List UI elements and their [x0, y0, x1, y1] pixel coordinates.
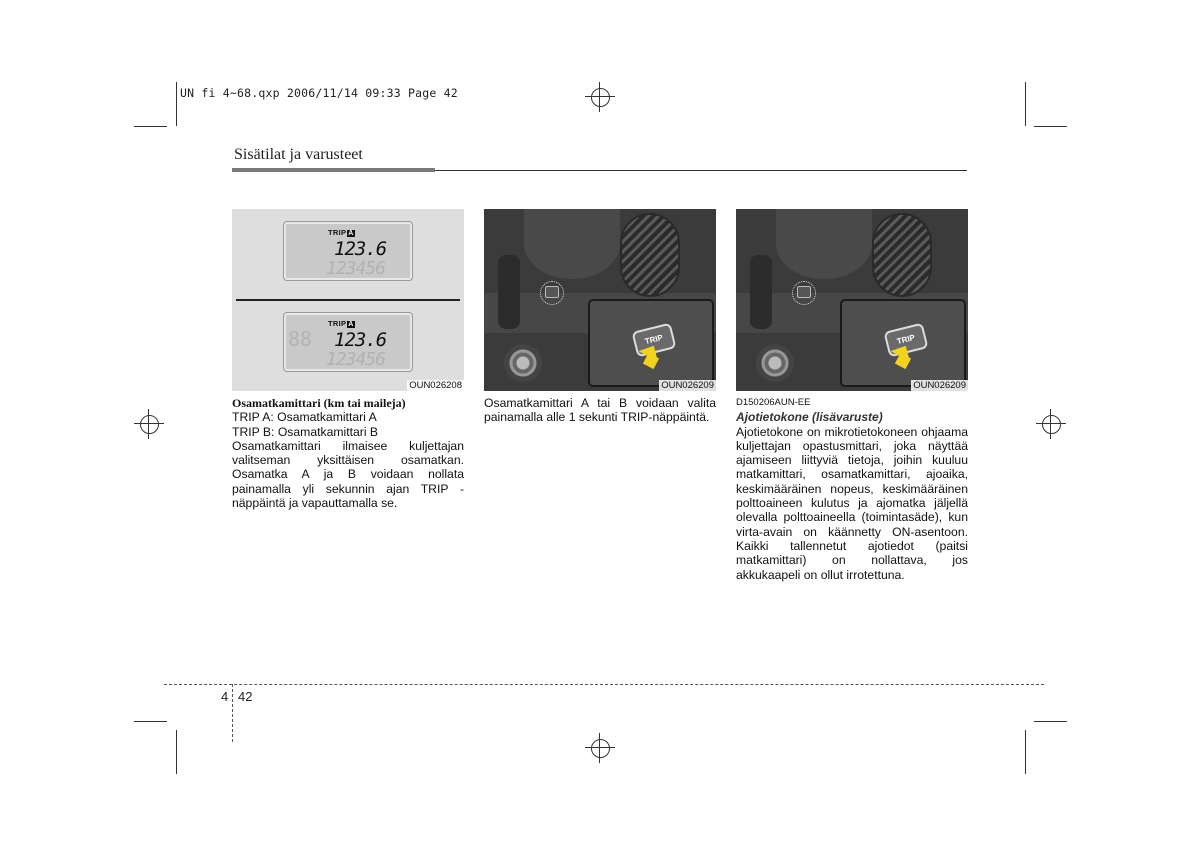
column-2-text	[484, 396, 716, 425]
trip-indicator: TRIP A	[328, 228, 354, 237]
odometer-ghost-digits: 123456	[326, 349, 386, 370]
trip-meter-paragraph: Osamatkamittari ilmaisee kuljettajan valitseman yksittäisen osamatkan. Osamatka A ja B voidaan nollata painamalla yli sekunnin ajan TRIP -näppäintä ja vapauttamalla se.	[232, 438, 464, 511]
zoom-inset	[840, 299, 966, 387]
section-rule-thin	[435, 170, 967, 171]
crop-mark	[176, 82, 177, 126]
crop-mark	[134, 721, 167, 722]
zoom-inset	[588, 299, 714, 387]
trip-select-paragraph: Osamatkamittari A tai B voidaan valita painamalla alle 1 sekunti TRIP-näppäintä.	[484, 396, 716, 425]
crop-mark	[1034, 126, 1067, 127]
trip-button-photo	[484, 209, 716, 391]
trip-button-icon: TRIP	[631, 323, 676, 358]
instrument-cluster	[524, 209, 620, 279]
crop-mark	[1025, 82, 1026, 126]
small-trip-button-icon	[797, 286, 811, 298]
crop-mark	[176, 730, 177, 774]
registration-mark-left	[134, 409, 164, 439]
lcd-display-top	[283, 221, 413, 281]
figure-code: OUN026208	[409, 380, 462, 391]
column-1-text	[232, 396, 464, 510]
footer-divider	[232, 684, 233, 742]
trip-a-line: TRIP A: Osamatkamittari A	[232, 410, 377, 425]
trip-display-figure	[232, 209, 464, 391]
section-code: D150206AUN-EE	[736, 397, 811, 408]
lcd-display-bottom	[283, 312, 413, 372]
column-3-text	[736, 396, 968, 582]
steering-stalk	[750, 255, 772, 329]
chapter-number: 4	[221, 689, 229, 704]
trip-value: 123.6	[334, 238, 387, 260]
crop-mark	[134, 126, 167, 127]
trip-computer-heading: Ajotietokone (lisävaruste)	[736, 410, 883, 425]
registration-mark-right	[1036, 409, 1066, 439]
ignition-knob-icon	[756, 344, 794, 382]
trip-indicator: TRIP A	[328, 319, 354, 328]
page-number: 42	[238, 689, 253, 704]
section-rule-thick	[232, 168, 435, 172]
trip-meter-heading: Osamatkamittari (km tai mailеja)	[232, 396, 406, 410]
segment-ghost-icon: 88	[288, 327, 313, 351]
small-trip-button-icon	[545, 286, 559, 298]
steering-stalk	[498, 255, 520, 329]
section-title: Sisätilat ja varusteet	[234, 146, 363, 163]
crop-mark	[1034, 721, 1067, 722]
odometer-ghost-digits: 123456	[326, 258, 386, 279]
figure-code: OUN026209	[661, 380, 714, 391]
ignition-knob-icon	[504, 344, 542, 382]
trip-button-icon: TRIP	[883, 323, 928, 358]
trip-value: 123.6	[334, 329, 387, 351]
figure-code: OUN026209	[913, 380, 966, 391]
crop-mark	[1025, 730, 1026, 774]
air-vent-icon	[872, 213, 932, 297]
registration-mark-top	[585, 82, 615, 112]
print-header: UN fi 4~68.qxp 2006/11/14 09:33 Page 42	[180, 86, 458, 100]
trip-b-line: TRIP B: Osamatkamittari B	[232, 424, 379, 439]
trip-computer-photo	[736, 209, 968, 391]
figure-divider	[236, 299, 460, 301]
air-vent-icon	[620, 213, 680, 297]
instrument-cluster	[776, 209, 872, 279]
trip-computer-paragraph: Ajotietokone on mikrotietokoneen ohjaama kuljettajan opastusmittari, joka näyttää ajamiseen liittyviä tietoja, joihin kuuluu matkamittari, osamatkamittari, ajoaika, keskimääräinen nopeus, keskimääräinen polttoaineen kulutus ja ajomatka jäljellä olevalla polttoaineella (toimintasäde), kun virta-avain on käännetty ON-asentoon. Kaikki tallennetut ajotiedot (paitsi matkamittari) on nollattava, jos akkukaapeli on ollut irrotettuna.	[736, 424, 968, 582]
footer-rule	[164, 684, 1044, 685]
registration-mark-bottom	[585, 733, 615, 763]
